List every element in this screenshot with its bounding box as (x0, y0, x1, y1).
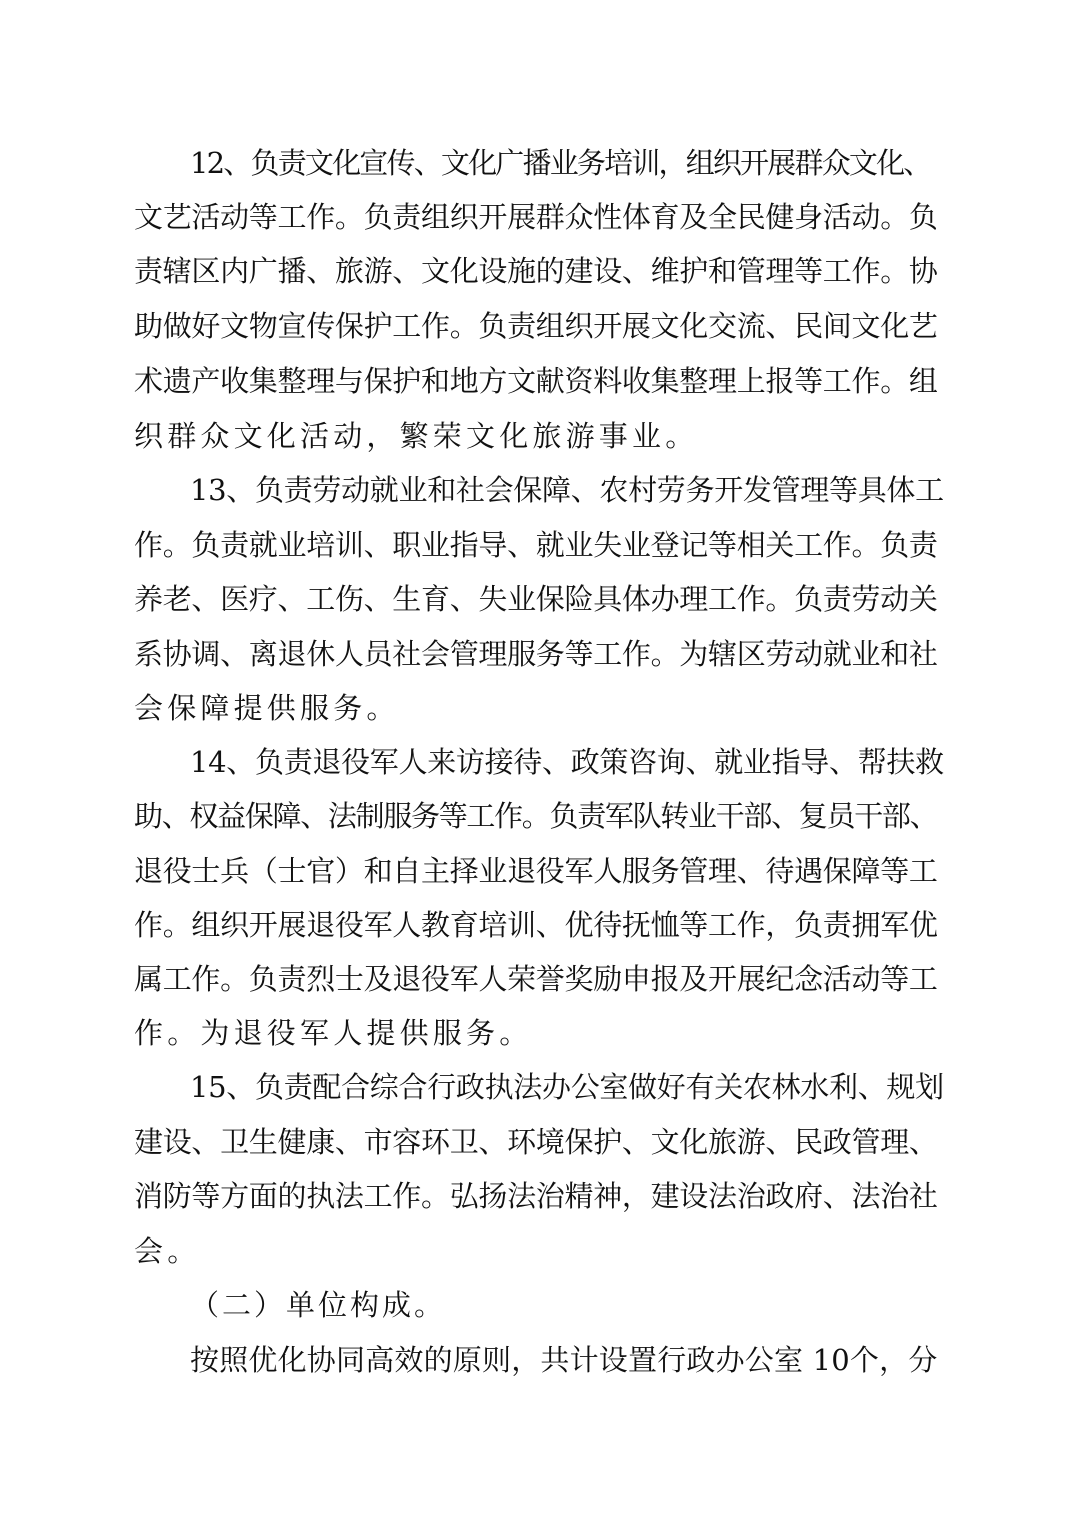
text-line: 责辖区内广播、旅游、文化设施的建设、维护和管理等工作。协 (134, 254, 938, 288)
text-line: 按照优化协同高效的原则，共计设置行政办公室 10个，分 (190, 1343, 938, 1377)
text-line: 作。组织开展退役军人教育培训、优待抚恤等工作，负责拥军优 (134, 908, 938, 942)
section-heading: （二）单位构成。 (190, 1288, 447, 1322)
text-line: 属工作。负责烈士及退役军人荣誉奖励申报及开展纪念活动等工 (134, 962, 938, 996)
text-line: 系协调、离退休人员社会管理服务等工作。为辖区劳动就业和社 (134, 637, 938, 671)
text-line: 13、负责劳动就业和社会保障、农村劳务开发管理等具体工 (190, 473, 944, 507)
text-line: 作。为退役军人提供服务。 (134, 1016, 533, 1050)
text-line: 助做好文物宣传保护工作。负责组织开展文化交流、民间文化艺 (134, 309, 938, 343)
text-line: 会。 (134, 1234, 201, 1268)
text-line: 会保障提供服务。 (134, 691, 400, 725)
text-line: 织群众文化活动，繁荣文化旅游事业。 (134, 419, 699, 453)
text-line: 14、负责退役军人来访接待、政策咨询、就业指导、帮扶救 (190, 745, 944, 779)
text-line: 助、权益保障、法制服务等工作。负责军队转业干部、复员干部、 (134, 799, 938, 833)
text-line: 术遗产收集整理与保护和地方文献资料收集整理上报等工作。组 (134, 364, 938, 398)
text-line: 15、负责配合综合行政执法办公室做好有关农林水利、规划 (190, 1070, 944, 1104)
text-line: 退役士兵（士官）和自主择业退役军人服务管理、待遇保障等工 (134, 854, 938, 888)
text-line: 12、负责文化宣传、文化广播业务培训，组织开展群众文化、 (190, 146, 931, 180)
text-line: 养老、医疗、工伤、生育、失业保险具体办理工作。负责劳动关 (134, 582, 938, 616)
text-line: 文艺活动等工作。负责组织开展群众性体育及全民健身活动。负 (134, 200, 938, 234)
text-line: 作。负责就业培训、职业指导、就业失业登记等相关工作。负责 (134, 528, 938, 562)
text-line: 建设、卫生健康、市容环卫、环境保护、文化旅游、民政管理、 (134, 1125, 938, 1159)
text-line: 消防等方面的执法工作。弘扬法治精神，建设法治政府、法治社 (134, 1179, 938, 1213)
